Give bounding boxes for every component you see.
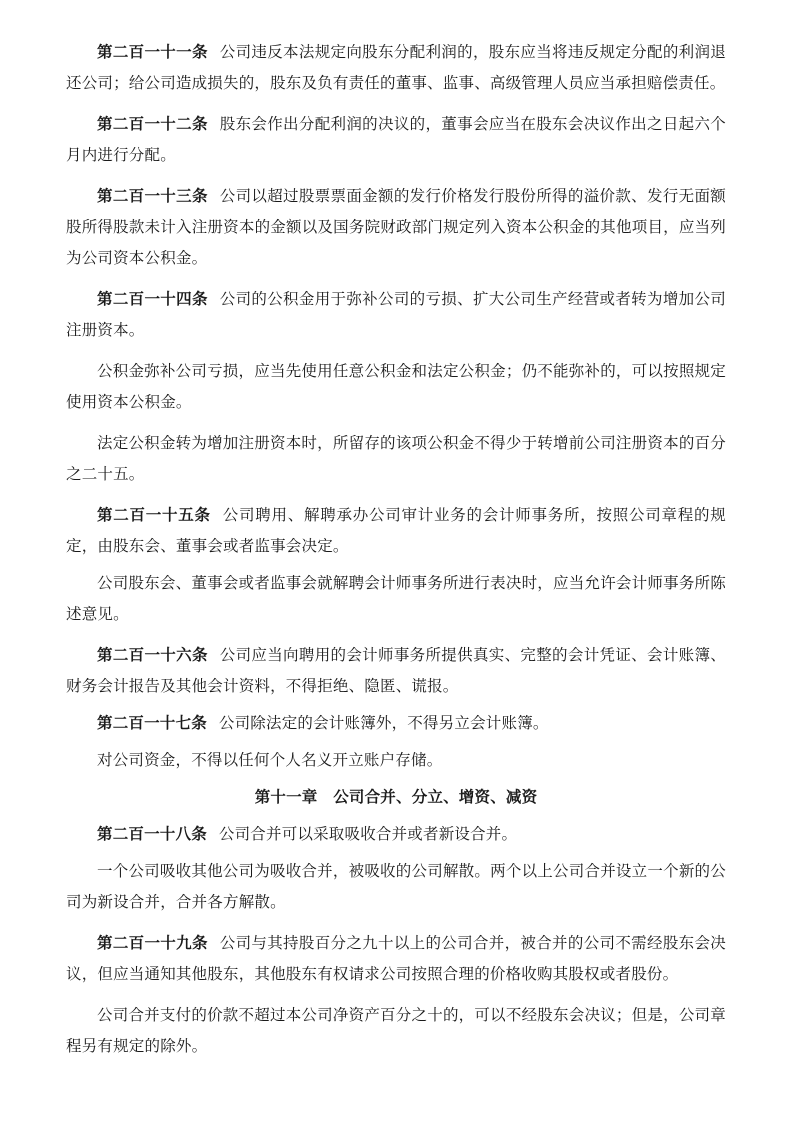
article-216 <box>66 640 726 702</box>
article-218 <box>66 819 726 850</box>
article-213 <box>66 181 726 274</box>
paragraph-218-2 <box>66 856 726 918</box>
article-text: 股东会作出分配利润的决议的，董事会应当在股东会决议作出之日起六个月内进行分配。 <box>66 115 726 164</box>
article-212 <box>66 109 726 171</box>
chapter-heading: 第十一章 公司合并、分立、增资、减资 <box>254 788 538 806</box>
article-214 <box>66 284 726 346</box>
paragraph-text: 公司股东会、董事会或者监事会就解聘会计师事务所进行表决时，应当允许会计师事务所陈述意见。 <box>66 574 726 623</box>
article-number: 第二百一十二条 <box>97 115 208 133</box>
article-text: 公司违反本法规定向股东分配利润的，股东应当将违反规定分配的利润退还公司；给公司造成损失的，股东及负有责任的董事、监事、高级管理人员应当承担赔偿责任。 <box>66 43 726 92</box>
article-text: 公司与其持股百分之九十以上的公司合并，被合并的公司不需经股东会决议，但应当通知其他股东，其他股东有权请求公司按照合理的价格收购其股权或者股份。 <box>66 934 726 983</box>
article-215 <box>66 500 726 562</box>
article-text: 公司聘用、解聘承办公司审计业务的会计师事务所，按照公司章程的规定，由股东会、董事会或者监事会决定。 <box>66 506 727 555</box>
article-text: 公司的公积金用于弥补公司的亏损、扩大公司生产经营或者转为增加公司注册资本。 <box>66 290 726 339</box>
article-217 <box>66 708 726 739</box>
article-211 <box>66 37 726 99</box>
article-text: 公司合并可以采取吸收合并或者新设合并。 <box>218 825 518 843</box>
article-text: 公司应当向聘用的会计师事务所提供真实、完整的会计凭证、会计账簿、财务会计报告及其他会计资料，不得拒绝、隐匿、谎报。 <box>66 646 726 695</box>
article-text: 公司以超过股票票面金额的发行价格发行股份所得的溢价款、发行无面额股所得股款未计入注册资本的金额以及国务院财政部门规定列入资本公积金的其他项目，应当列为公司资本公积金。 <box>66 187 726 267</box>
article-219 <box>66 928 726 990</box>
article-number: 第二百一十七条 <box>97 714 207 732</box>
article-number: 第二百一十九条 <box>97 934 208 952</box>
article-number: 第二百一十一条 <box>97 43 208 61</box>
paragraph-219-2 <box>66 1000 726 1062</box>
paragraph-text: 一个公司吸收其他公司为吸收合并，被吸收的公司解散。两个以上公司合并设立一个新的公司为新设合并，合并各方解散。 <box>66 862 726 911</box>
paragraph-215-2 <box>66 568 726 630</box>
article-number: 第二百一十五条 <box>97 506 211 524</box>
document-page <box>66 0 726 1062</box>
paragraph-text: 公司合并支付的价款不超过本公司净资产百分之十的，可以不经股东会决议；但是，公司章程另有规定的除外。 <box>66 1006 726 1055</box>
paragraph-text: 对公司资金，不得以任何个人名义开立账户存储。 <box>97 751 443 769</box>
paragraph-text: 公积金弥补公司亏损，应当先使用任意公积金和法定公积金；仍不能弥补的，可以按照规定使用资本公积金。 <box>66 362 726 411</box>
article-number: 第二百一十三条 <box>97 187 208 205</box>
paragraph-214-3 <box>66 428 726 490</box>
article-number: 第二百一十六条 <box>97 646 208 664</box>
article-text: 公司除法定的会计账簿外，不得另立会计账簿。 <box>218 714 549 732</box>
paragraph-214-2 <box>66 356 726 418</box>
article-number: 第二百一十四条 <box>97 290 208 308</box>
paragraph-217-2 <box>66 745 726 776</box>
article-number: 第二百一十八条 <box>97 825 207 843</box>
paragraph-text: 法定公积金转为增加注册资本时，所留存的该项公积金不得少于转增前公司注册资本的百分之二十五。 <box>66 434 726 483</box>
